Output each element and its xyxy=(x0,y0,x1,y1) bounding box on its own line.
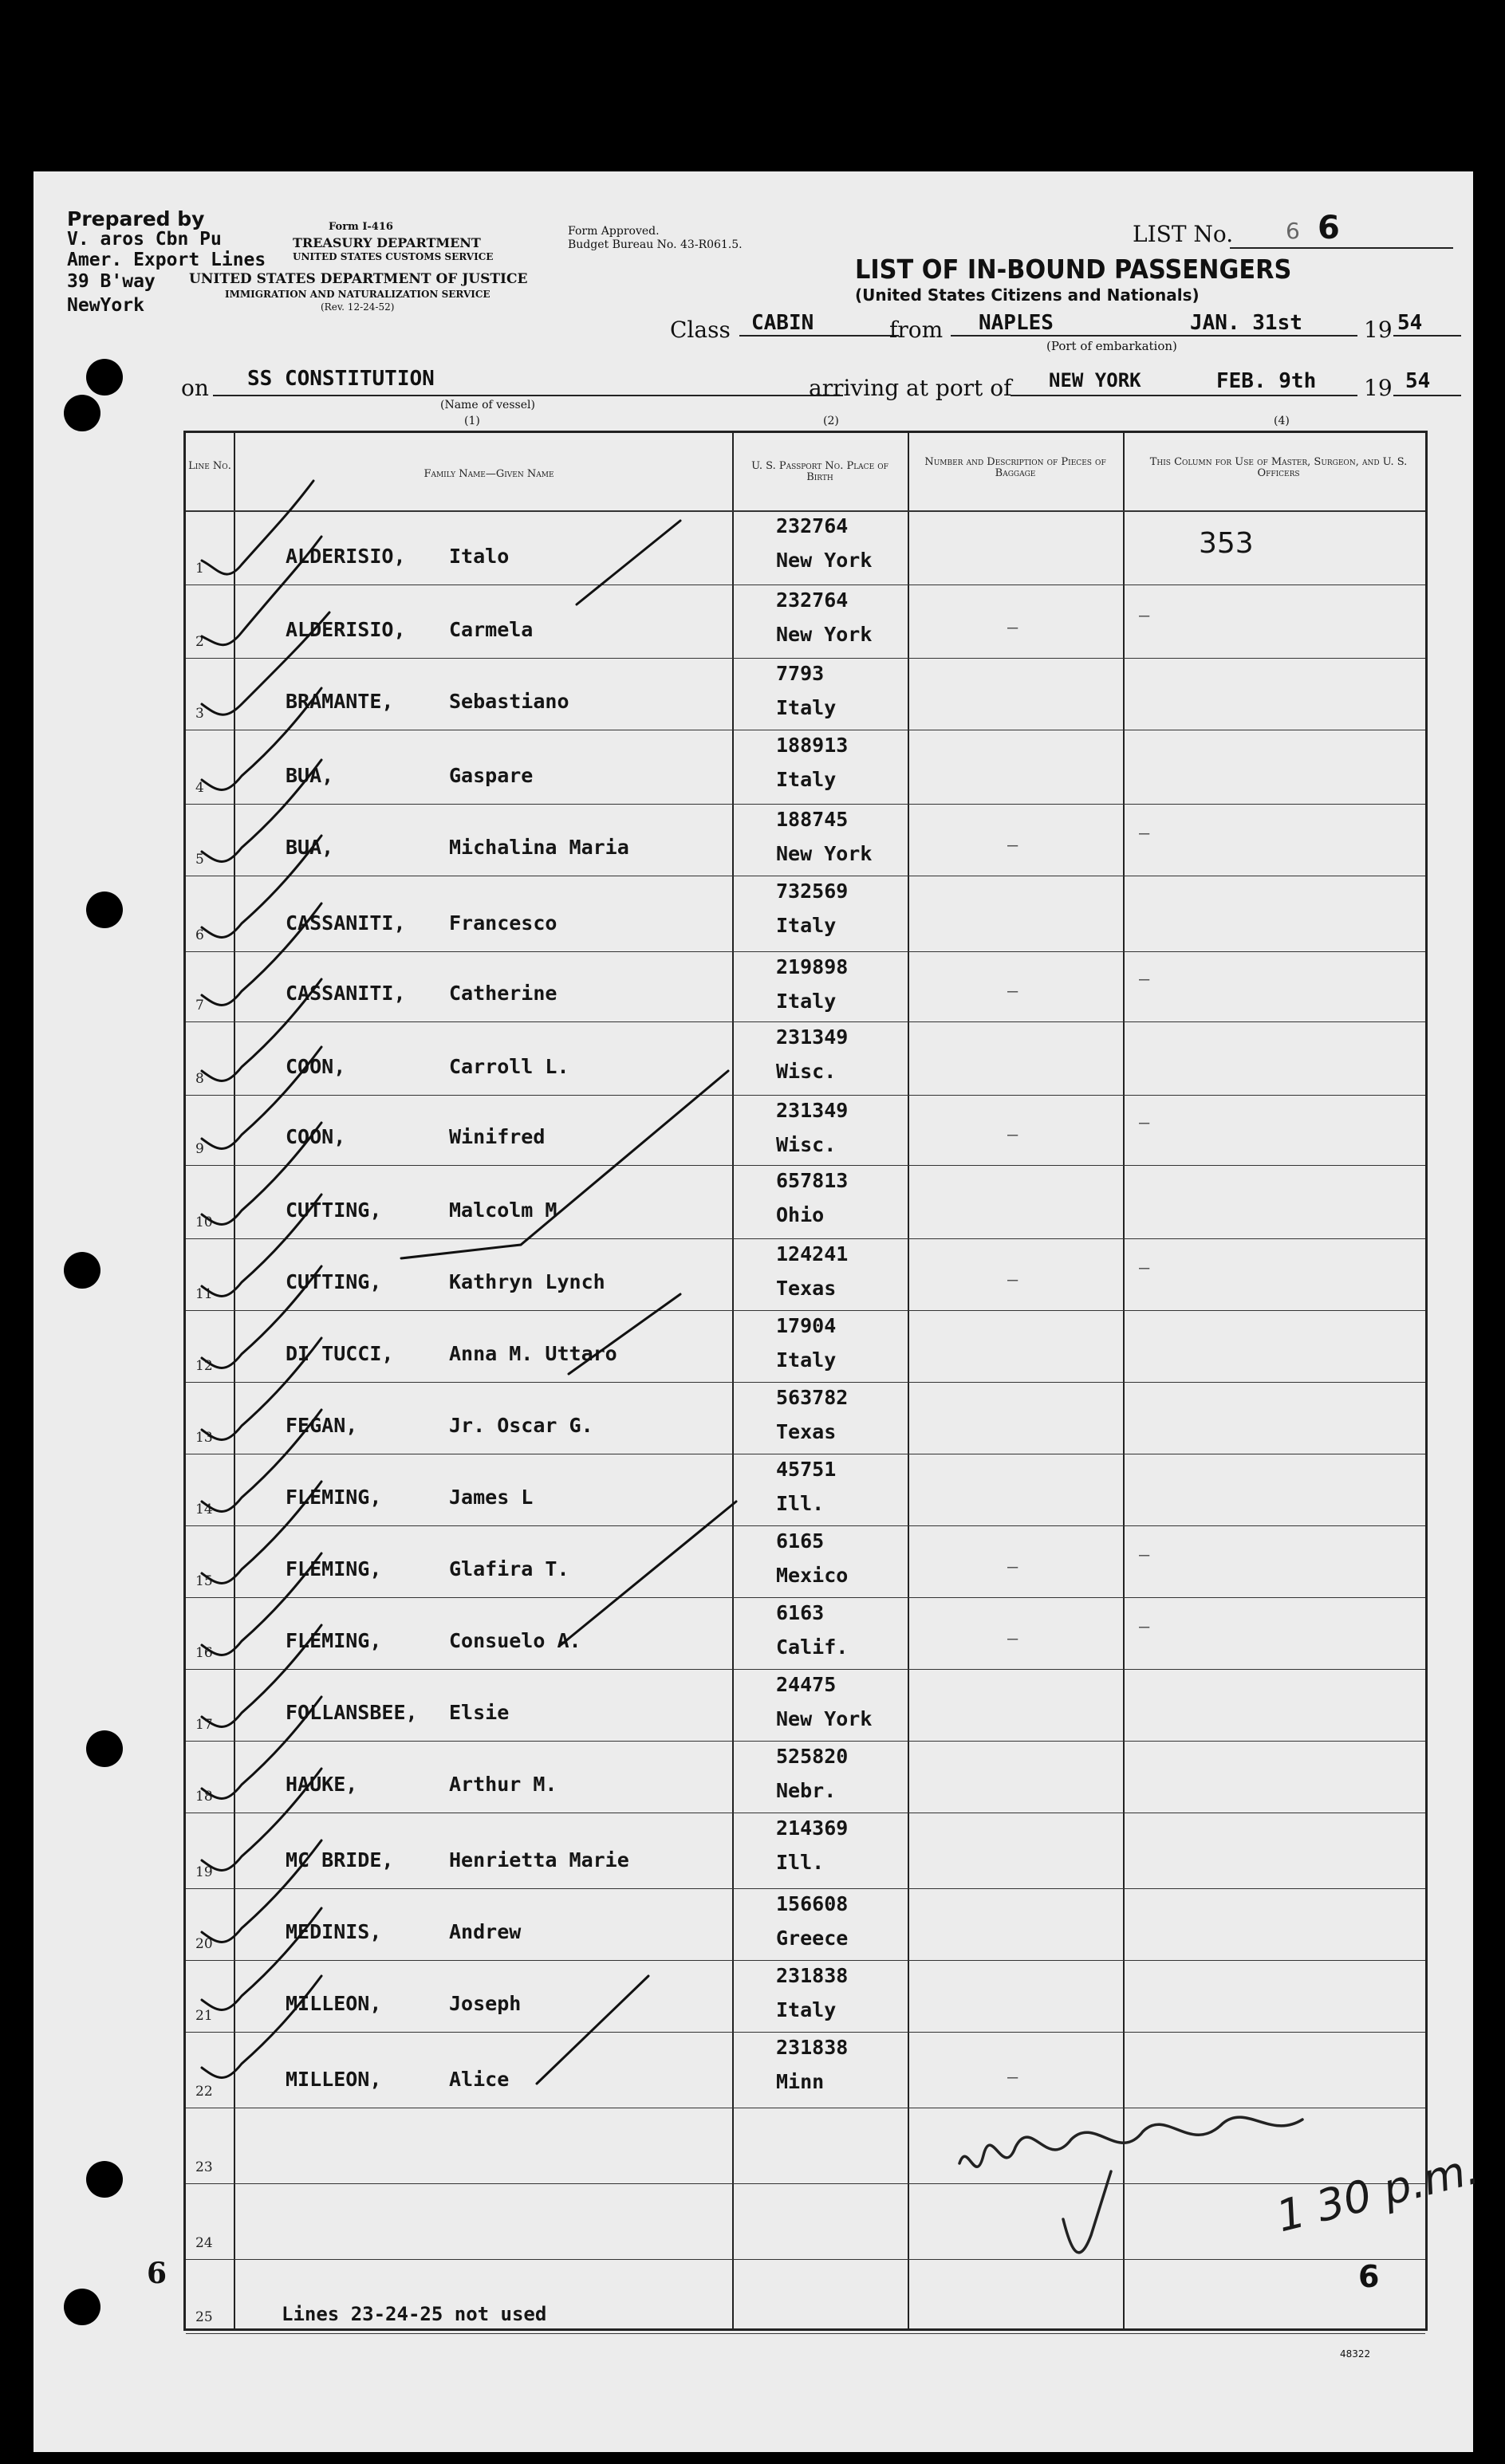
place-of-birth: Italy xyxy=(776,1998,837,2021)
class-label: Class xyxy=(670,317,731,343)
passport-number: 732569 xyxy=(776,880,849,903)
family-name: BUA, xyxy=(286,836,334,859)
departure-year: 54 xyxy=(1397,311,1423,335)
passport-number: 124241 xyxy=(776,1242,849,1265)
passport-number: 232764 xyxy=(776,588,849,612)
form-dept-1: TREASURY DEPARTMENT xyxy=(293,235,481,250)
given-name: Sebastiano xyxy=(449,690,569,713)
binder-hole xyxy=(64,395,100,431)
place-of-birth: Ohio xyxy=(776,1203,825,1226)
line-number: 19 xyxy=(195,1864,213,1880)
from-label: from xyxy=(889,317,944,343)
line-number: 9 xyxy=(195,1141,204,1157)
family-name: COON, xyxy=(286,1055,346,1078)
place-of-birth: New York xyxy=(776,623,873,646)
place-of-birth: Wisc. xyxy=(776,1060,837,1083)
binder-hole xyxy=(86,2161,123,2198)
inspector-signature xyxy=(959,2117,1302,2253)
place-of-birth: Texas xyxy=(776,1420,837,1443)
place-of-birth: Ill. xyxy=(776,1492,825,1515)
line-number: 16 xyxy=(195,1645,213,1661)
passport-number: 231349 xyxy=(776,1099,849,1122)
list-number-prefix: 6 xyxy=(1286,218,1300,244)
given-name: Joseph xyxy=(449,1992,522,2015)
place-of-birth: Ill. xyxy=(776,1851,825,1874)
given-name: Jr. Oscar G. xyxy=(449,1414,593,1437)
passport-number: 6165 xyxy=(776,1529,825,1553)
arriving-label: arriving at port of xyxy=(809,375,1012,401)
arrival-year: 54 xyxy=(1405,369,1431,393)
place-of-birth: New York xyxy=(776,842,873,865)
preparer-line-1: Prepared by xyxy=(67,207,205,230)
form-dept-4: IMMIGRATION AND NATURALIZATION SERVICE xyxy=(225,289,491,300)
given-name: Carmela xyxy=(449,618,534,641)
place-of-birth: Calif. xyxy=(776,1635,849,1659)
class-value: CABIN xyxy=(751,311,814,335)
pen-stroke xyxy=(561,1502,736,1645)
given-name: Kathryn Lynch xyxy=(449,1270,605,1293)
row-divider xyxy=(186,1597,1425,1598)
line-number: 4 xyxy=(195,780,204,796)
embark-label: (Port of embarkation) xyxy=(1046,339,1177,353)
departure-date: JAN. 31st xyxy=(1190,311,1302,335)
given-name: Carroll L. xyxy=(449,1055,569,1078)
family-name: MEDINIS, xyxy=(286,1920,382,1943)
family-name: FLEMING, xyxy=(286,1486,382,1509)
officer-entry: — xyxy=(1139,606,1150,626)
given-name: Henrietta Marie xyxy=(449,1848,629,1872)
stamp-number: 6 xyxy=(1358,2259,1380,2294)
from-value: NAPLES xyxy=(979,311,1054,335)
given-name: Catherine xyxy=(449,982,557,1005)
passport-number: 7793 xyxy=(776,662,825,685)
vessel-underline xyxy=(213,395,843,396)
place-of-birth: Italy xyxy=(776,768,837,791)
row-divider xyxy=(186,1741,1425,1742)
family-name: CASSANITI, xyxy=(286,982,406,1005)
line-number: 6 xyxy=(195,927,204,943)
row-divider xyxy=(186,1095,1425,1096)
column-divider xyxy=(234,433,235,2328)
line-number: 5 xyxy=(195,852,204,868)
row-divider xyxy=(186,2183,1425,2184)
place-of-birth: Italy xyxy=(776,696,837,719)
place-of-birth: New York xyxy=(776,1707,873,1730)
family-name: FOLLANSBEE, xyxy=(286,1701,418,1724)
line-number: 25 xyxy=(195,2309,213,2325)
line-number: 13 xyxy=(195,1430,213,1446)
given-name: Glafira T. xyxy=(449,1557,569,1580)
departure-year-underline xyxy=(1393,335,1461,337)
passport-number: 657813 xyxy=(776,1169,849,1192)
row-divider xyxy=(186,1310,1425,1311)
binder-hole xyxy=(64,2289,100,2325)
baggage-entry: — xyxy=(1007,1629,1018,1649)
row-divider xyxy=(186,1960,1425,1961)
baggage-entry: — xyxy=(1007,1125,1018,1145)
row-divider xyxy=(186,1525,1425,1526)
row-divider xyxy=(186,658,1425,659)
baggage-entry: — xyxy=(1007,1557,1018,1577)
column-divider xyxy=(908,433,909,2328)
line-number: 12 xyxy=(195,1358,213,1374)
line-number: 23 xyxy=(195,2159,213,2175)
passport-number: 231349 xyxy=(776,1025,849,1049)
class-underline xyxy=(739,335,899,337)
family-name: FEGAN, xyxy=(286,1414,358,1437)
given-name: Anna M. Uttaro xyxy=(449,1342,617,1365)
place-of-birth: New York xyxy=(776,549,873,572)
place-of-birth: Texas xyxy=(776,1277,837,1300)
port-underline xyxy=(1011,395,1357,396)
on-label: on xyxy=(181,375,209,401)
binder-hole xyxy=(86,1730,123,1767)
family-name: DI TUCCI, xyxy=(286,1342,394,1365)
vessel-name-label: (Name of vessel) xyxy=(440,399,535,411)
officer-entry: — xyxy=(1139,1545,1150,1565)
line-number: 22 xyxy=(195,2084,213,2100)
line-number: 17 xyxy=(195,1717,213,1733)
given-name: Arthur M. xyxy=(449,1773,557,1796)
passport-number: 231838 xyxy=(776,2036,849,2059)
passenger-table xyxy=(183,431,1484,2331)
page-subtitle: (United States Citizens and Nationals) xyxy=(855,285,1200,305)
family-name: ALDERISIO, xyxy=(286,545,406,568)
preparer-line-4: 39 B'way xyxy=(67,271,156,292)
form-dept-3: UNITED STATES DEPARTMENT OF JUSTICE xyxy=(189,271,528,287)
given-name: Michalina Maria xyxy=(449,836,629,859)
form-rev: (Rev. 12-24-52) xyxy=(321,301,395,313)
column-divider xyxy=(732,433,734,2328)
line-number: 24 xyxy=(195,2235,213,2251)
line-number: 18 xyxy=(195,1789,213,1805)
family-name: ALDERISIO, xyxy=(286,618,406,641)
form-code: 48322 xyxy=(1340,2348,1371,2360)
place-of-birth: Nebr. xyxy=(776,1779,837,1802)
baggage-entry: — xyxy=(1007,618,1018,638)
passport-number: 156608 xyxy=(776,1892,849,1915)
arrival-date: FEB. 9th xyxy=(1216,369,1317,393)
form-budget: Budget Bureau No. 43-R061.5. xyxy=(568,238,743,251)
passport-number: 563782 xyxy=(776,1386,849,1409)
row-divider xyxy=(186,510,1425,512)
passport-number: 17904 xyxy=(776,1314,837,1337)
vessel-name: SS CONSTITUTION xyxy=(247,367,435,391)
officer-note: 353 xyxy=(1199,527,1254,560)
binder-hole xyxy=(64,1252,100,1289)
column-divider xyxy=(1123,433,1125,2328)
footer-note: Lines 23-24-25 not used xyxy=(282,2303,547,2325)
from-underline xyxy=(951,335,1357,337)
arrival-port: NEW YORK xyxy=(1049,369,1141,392)
family-name: HAUKE, xyxy=(286,1773,358,1796)
line-number: 11 xyxy=(195,1286,213,1302)
page-title: LIST OF IN-BOUND PASSENGERS xyxy=(855,254,1292,285)
family-name: COON, xyxy=(286,1125,346,1148)
passport-number: 219898 xyxy=(776,955,849,978)
row-divider xyxy=(186,1669,1425,1670)
family-name: BRAMANTE, xyxy=(286,690,394,713)
given-name: Andrew xyxy=(449,1920,522,1943)
baggage-entry: — xyxy=(1007,836,1018,856)
line-number: 10 xyxy=(195,1214,213,1230)
given-name: Elsie xyxy=(449,1701,510,1724)
col4-number: (4) xyxy=(1274,415,1290,427)
family-name: MC BRIDE, xyxy=(286,1848,394,1872)
baggage-entry: — xyxy=(1007,982,1018,1002)
binder-hole xyxy=(86,359,123,396)
family-name: MILLEON, xyxy=(286,2068,382,2091)
given-name: Francesco xyxy=(449,911,557,935)
preparer-line-5: NewYork xyxy=(67,295,144,316)
passport-number: 45751 xyxy=(776,1458,837,1481)
passport-number: 525820 xyxy=(776,1745,849,1768)
line-number: 1 xyxy=(195,561,204,577)
row-divider xyxy=(186,1238,1425,1239)
given-name: Consuelo A. xyxy=(449,1629,581,1652)
row-divider xyxy=(186,2032,1425,2033)
row-divider xyxy=(186,1888,1425,1889)
passport-number: 232764 xyxy=(776,514,849,537)
list-label: LIST No. xyxy=(1133,221,1234,247)
place-of-birth: Greece xyxy=(776,1927,849,1950)
officer-entry: — xyxy=(1139,1617,1150,1637)
pen-stroke xyxy=(577,521,680,604)
place-of-birth: Italy xyxy=(776,1348,837,1372)
line-number: 2 xyxy=(195,634,204,650)
line-number: 14 xyxy=(195,1502,213,1517)
line-number: 8 xyxy=(195,1071,204,1087)
line-number: 21 xyxy=(195,2008,213,2024)
given-name: Italo xyxy=(449,545,510,568)
given-name: Malcolm M xyxy=(449,1199,557,1222)
row-divider xyxy=(186,1165,1425,1166)
given-name: Winifred xyxy=(449,1125,546,1148)
vessel-column-number: (1) xyxy=(464,415,480,427)
row-divider xyxy=(186,1021,1425,1022)
family-name: CASSANITI, xyxy=(286,911,406,935)
family-name: FLEMING, xyxy=(286,1629,382,1652)
departure-year-prefix: 19 xyxy=(1364,317,1393,343)
family-name: MILLEON, xyxy=(286,1992,382,2015)
baggage-entry: — xyxy=(1007,1270,1018,1290)
place-of-birth: Wisc. xyxy=(776,1133,837,1156)
officer-entry: — xyxy=(1139,824,1150,844)
row-divider xyxy=(186,804,1425,805)
family-name: FLEMING, xyxy=(286,1557,382,1580)
passport-number: 24475 xyxy=(776,1673,837,1696)
passport-number: 188913 xyxy=(776,734,849,757)
line-number: 15 xyxy=(195,1573,213,1589)
passport-number: 6163 xyxy=(776,1601,825,1624)
preparer-line-3: Amer. Export Lines xyxy=(67,250,266,270)
officer-entry: — xyxy=(1139,970,1150,990)
list-underline xyxy=(1230,247,1453,249)
officer-entry: — xyxy=(1139,1113,1150,1133)
row-divider xyxy=(186,951,1425,952)
passport-number: 231838 xyxy=(776,1964,849,1987)
pen-stroke xyxy=(537,1976,648,2084)
baggage-entry: — xyxy=(1007,2068,1018,2088)
time-stamp: 1 30 p.m. xyxy=(1271,2143,1484,2242)
line-number: 7 xyxy=(195,998,204,1014)
arrival-year-prefix: 19 xyxy=(1364,375,1393,401)
row-divider xyxy=(186,2333,1425,2334)
form-dept-2: UNITED STATES CUSTOMS SERVICE xyxy=(293,251,494,262)
place-of-birth: Minn xyxy=(776,2070,825,2093)
place-of-birth: Italy xyxy=(776,914,837,937)
family-name: CUTTING, xyxy=(286,1270,382,1293)
form-approved: Form Approved. xyxy=(568,225,660,238)
family-name: BUA, xyxy=(286,764,334,787)
arrival-year-underline xyxy=(1393,395,1461,396)
form-number: Form I-416 xyxy=(329,221,393,233)
row-divider xyxy=(186,2259,1425,2260)
preparer-line-2: V. aros Cbn Pu xyxy=(67,229,222,250)
place-of-birth: Italy xyxy=(776,990,837,1013)
given-name: Gaspare xyxy=(449,764,534,787)
binder-hole xyxy=(86,892,123,928)
family-name: CUTTING, xyxy=(286,1199,382,1222)
line-number: 20 xyxy=(195,1936,213,1952)
col-header-officers: This Column for Use of Master, Surgeon, and U. S. Officers xyxy=(1149,456,1408,479)
col-header-baggage: Number and Description of Pieces of Baggage xyxy=(924,456,1106,479)
line-number: 3 xyxy=(195,706,204,722)
given-name: Alice xyxy=(449,2068,510,2091)
col-header-name: Family Name—Given Name xyxy=(424,468,554,480)
passport-number: 214369 xyxy=(776,1817,849,1840)
passport-number: 188745 xyxy=(776,808,849,831)
list-number: 6 xyxy=(1318,210,1340,246)
col2-number: (2) xyxy=(823,415,839,427)
place-of-birth: Mexico xyxy=(776,1564,849,1587)
margin-number: 6 xyxy=(147,2257,167,2290)
given-name: James L xyxy=(449,1486,534,1509)
col-header-passport: U. S. Passport No. Place of Birth xyxy=(751,460,888,483)
col-header-line-no: Line No. xyxy=(188,460,231,472)
row-divider xyxy=(186,1382,1425,1383)
officer-entry: — xyxy=(1139,1258,1150,1278)
